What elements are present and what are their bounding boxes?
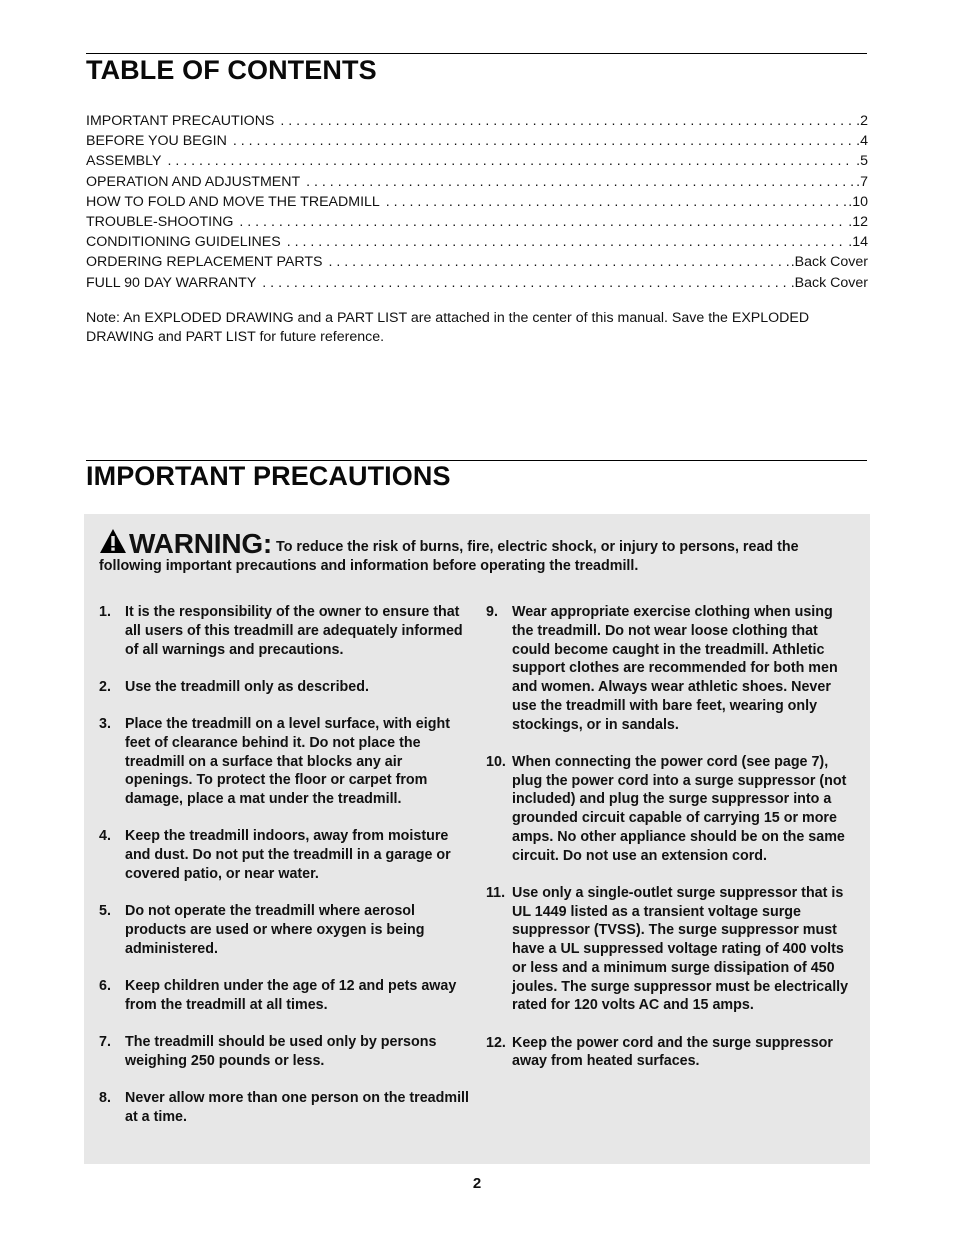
precaution-text: Place the treadmill on a level surface, with eight feet of clearance behind it. Do not place the treadmill on a surface that blocks any air openings. To protect the floor or carpet from damage, place a mat under the treadmill. [125,716,450,807]
precaution-text: Use only a single-outlet surge suppressor that is UL 1449 listed as a transient voltage surge suppressor (TVSS). The surge suppressor must have a UL suppressed voltage rating of 400 volts or less and a minimum surge dissipation of 450 joules. The surge suppressor must be electrically rated for 120 volts AC and 15 amps. [512,884,849,1014]
precaution-text: Keep the treadmill indoors, away from moisture and dust. Do not put the treadmill in a garage or covered patio, or near water. [125,828,451,882]
warning-header [99,528,859,576]
toc-entry-page: .14 [848,234,868,251]
toc-entry [86,273,868,293]
precaution-text: Keep children under the age of 12 and pets away from the treadmill at all times. [125,977,457,1013]
toc-dot-leader [280,111,854,131]
toc-note: Note: An EXPLODED DRAWING and a PART LIST are attached in the center of this manual. Save the EXPLODED DRAWING and PART LIST for future reference. [86,310,810,345]
toc-entry-page: .Back Cover [790,274,868,291]
toc-entry-title: CONDITIONING GUIDELINES [86,234,281,251]
precautions-left-column [99,603,471,1145]
toc-entry [86,111,868,131]
precaution-number: 3. [99,716,111,732]
precaution-number: 12. [486,1034,506,1051]
toc-entry-page: .Back Cover [790,254,868,271]
precaution-number: 2. [99,678,111,695]
precaution-item [486,1034,858,1072]
precaution-number: 9. [486,604,498,620]
precautions-heading: IMPORTANT PRECAUTIONS [86,461,451,491]
toc-entry-title: IMPORTANT PRECAUTIONS [86,113,275,129]
precaution-item [486,884,858,1015]
toc-dot-leader [239,212,846,232]
toc-dot-leader [167,151,854,171]
toc-top-rule [86,53,867,54]
toc-entry-page: .12 [848,213,868,230]
precaution-number: 8. [99,1089,111,1106]
precaution-number: 10. [486,753,506,770]
precaution-item [486,603,858,734]
page-number: 2 [472,1175,482,1192]
toc-dot-leader [386,192,846,212]
toc-entry-page: .2 [856,113,868,129]
precaution-text: The treadmill should be used only by persons weighing 250 pounds or less. [125,1033,437,1069]
precaution-item [99,715,471,809]
precaution-text: Never allow more than one person on the treadmill at a time. [125,1089,469,1125]
precaution-item [99,977,471,1015]
toc-dot-leader [233,131,854,151]
precaution-text: Wear appropriate exercise clothing when using the treadmill. Do not wear loose clothing that could become caught in the treadmill. Athletic support clothes are recommended for both men and women. Always wear athletic shoes. Never use the treadmill with bare feet, wearing only stockings, or in sandals. [512,604,838,733]
toc-entry [86,151,868,171]
precaution-text: Keep the power cord and the surge suppressor away from heated surfaces. [512,1034,833,1070]
precaution-number: 11. [486,884,506,901]
precaution-item [99,827,471,883]
precaution-item [99,678,471,697]
toc-entry [86,232,868,252]
precaution-number: 5. [99,903,111,919]
precaution-number: 1. [99,604,111,620]
precaution-number: 6. [99,977,111,994]
precaution-item [99,1089,471,1127]
toc-dot-leader [306,172,854,192]
precaution-item [486,753,858,866]
precautions-right-column [486,603,858,1090]
toc-entry [86,131,868,151]
precaution-text: Do not operate the treadmill where aerosol products are used or where oxygen is being administered. [125,903,425,957]
toc-entry-page: .10 [848,193,868,210]
toc-entry-title: ORDERING REPLACEMENT PARTS [86,254,323,271]
toc-dot-leader [329,252,789,272]
toc-entry-title: ASSEMBLY [86,153,162,170]
precaution-item [99,1033,471,1071]
toc-entry [86,252,868,272]
toc-entry-title: BEFORE YOU BEGIN [86,133,227,150]
toc-entry-page: .4 [856,133,868,150]
precaution-item [99,902,471,958]
toc-entry [86,192,868,212]
toc-list [86,111,868,293]
toc-entry [86,212,868,232]
toc-entry-title: HOW TO FOLD AND MOVE THE TREADMILL [86,193,380,210]
precaution-item [99,603,471,659]
toc-entry-page: .5 [856,153,868,170]
precaution-number: 4. [99,828,111,845]
warning-word: WARNING: [129,528,273,559]
toc-dot-leader [287,232,847,252]
toc-entry [86,172,868,192]
toc-entry-page: .7 [856,173,868,190]
precaution-text: Use the treadmill only as described. [125,678,369,695]
toc-dot-leader [262,273,788,293]
toc-entry-title: FULL 90 DAY WARRANTY [86,274,257,291]
toc-entry-title: TROUBLE-SHOOTING [86,213,234,230]
precaution-number: 7. [99,1033,111,1050]
warning-text: To reduce the risk of burns, fire, electric shock, or injury to persons, read the following important precautions and information before operating the treadmill. [99,539,799,574]
precaution-text: It is the responsibility of the owner to ensure that all users of this treadmill are adequately informed of all warnings and precautions. [125,604,463,658]
toc-heading: TABLE OF CONTENTS [86,55,377,85]
precaution-text: When connecting the power cord (see page 7), plug the power cord into a surge suppressor (not included) and plug the surge suppressor into a grounded circuit capable of carrying 15 or more amps. No other appliance should be on the same circuit. Do not use an extension cord. [512,753,847,864]
toc-entry-title: OPERATION AND ADJUSTMENT [86,173,301,190]
warning-triangle-icon [99,528,127,554]
